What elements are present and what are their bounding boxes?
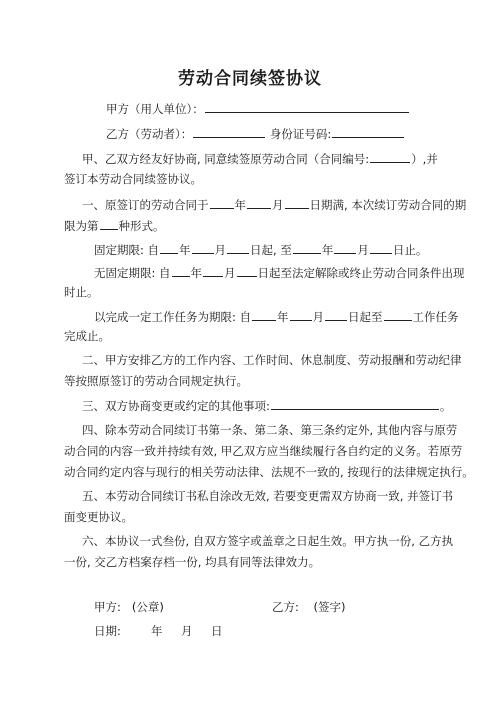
fixed-text-f: 月 (357, 243, 369, 257)
expiry-month-blank[interactable] (247, 197, 271, 209)
clause-2-line-1: 二、甲方安排乙方的工作内容、工作时间、休息制度、劳动报酬和劳动纪律 (82, 353, 462, 367)
task-term-line-1 (94, 309, 459, 324)
party-b-blank[interactable] (193, 126, 265, 138)
clause-3-line (82, 398, 451, 413)
fixed-start-year-blank[interactable] (160, 242, 178, 254)
party-a-line (106, 101, 410, 116)
intro-text-b: ）,并 (411, 152, 438, 166)
document-title: 劳动合同续签协议 (178, 69, 322, 89)
clause-4-line-3: 动合同约定内容与现行的相关劳动法律、法规不一致的, 按现行的法律规定执行。 (64, 465, 474, 479)
sign-b-value: (签字) (313, 600, 346, 614)
task-text-e: 工作任务 (412, 310, 459, 324)
fixed-end-day-blank[interactable] (370, 242, 392, 254)
task-name-blank[interactable] (384, 309, 412, 321)
fixed-start-month-blank[interactable] (192, 242, 214, 254)
open-term-line-1 (94, 265, 465, 280)
fixed-end-year-blank[interactable] (293, 242, 321, 254)
open-start-month-blank[interactable] (203, 265, 223, 277)
party-a-signature (94, 599, 164, 615)
clause-1-line-2 (64, 218, 165, 233)
open-text-d: 日起至法定解除或终止劳动合同条件出现 (257, 266, 465, 280)
date-label: 日期: (94, 624, 121, 638)
fixed-text-b: 年 (179, 243, 191, 257)
sign-a-value: (公章) (131, 600, 164, 614)
fixed-text-e: 年 (321, 243, 334, 257)
task-start-month-blank[interactable] (290, 309, 312, 321)
fixed-start-day-blank[interactable] (227, 242, 249, 254)
intro-text-a: 甲、乙双方经友好协商, 同意续签原劳动合同（合同编号: (82, 152, 370, 166)
task-text-b: 年 (277, 310, 289, 324)
party-b-line (106, 126, 405, 141)
party-b-label: 乙方（劳动者）： (106, 127, 193, 141)
clause-3-text-b: 。 (439, 399, 452, 413)
task-start-year-blank[interactable] (252, 309, 276, 321)
clause-6-line-2: 一份, 交乙方档案存档一份, 均具有同等法律效力。 (64, 555, 321, 569)
open-text-b: 年 (190, 266, 203, 280)
task-start-day-blank[interactable] (325, 309, 347, 321)
clause-4-line-1: 四、除本劳动合同续订书第一条、第二条、第三条约定外, 其他内容与原劳 (82, 423, 458, 437)
sign-a-label: 甲方: (94, 600, 121, 614)
clause-1-text-e: 限为第 (64, 219, 99, 233)
fixed-term-line (94, 242, 427, 257)
clause-2-line-2: 等按照原签订的劳动合同规定执行。 (64, 374, 248, 388)
intro-line-2: 签订本劳动合同续签协议。 (64, 172, 202, 186)
fixed-text-g: 日止。 (392, 243, 428, 257)
fixed-text-c: 月 (214, 243, 227, 257)
expiry-day-blank[interactable] (285, 197, 309, 209)
clause-1-text-f: 种形式。 (118, 219, 165, 233)
contract-number-blank[interactable] (370, 151, 410, 163)
other-matters-blank[interactable] (271, 398, 439, 410)
clause-5-line-2: 面变更协议。 (64, 510, 133, 524)
task-term-line-2: 完成止。 (64, 329, 110, 343)
fixed-end-month-blank[interactable] (334, 242, 356, 254)
clause-4-line-2: 动合同的内容一致并持续有效, 甲乙双方应当继续履行各自约定的义务。若原劳 (64, 444, 463, 458)
clause-5-line-1: 五、本劳动合同续订书私自涂改无效, 若要变更需双方协商一致, 并签订书 (82, 489, 454, 503)
expiry-year-blank[interactable] (210, 197, 234, 209)
date-year: 年 (151, 624, 163, 638)
party-a-label: 甲方（用人单位）： (106, 102, 204, 116)
open-start-day-blank[interactable] (237, 265, 257, 277)
task-text-a: 以完成一定工作任务为期限: 自 (94, 310, 252, 324)
date-day: 日 (211, 624, 223, 638)
intro-line-1 (82, 151, 438, 166)
clause-6-line-1: 六、本协议一式叁份, 自双方签字或盖章之日起生效。甲方执一份, 乙方执 (82, 534, 454, 548)
clause-1-year: 年 (234, 198, 246, 212)
open-term-line-2: 时止。 (64, 285, 99, 299)
term-type-blank[interactable] (100, 218, 118, 230)
id-number-blank[interactable] (332, 126, 404, 138)
date-month: 月 (181, 624, 193, 638)
clause-3-text-a: 三、双方协商变更或约定的其他事项: (82, 399, 270, 413)
task-text-c: 月 (312, 310, 325, 324)
clause-1-line-1 (82, 197, 466, 212)
task-text-d: 日起至 (348, 310, 383, 324)
id-label: 身份证号码: (269, 127, 332, 141)
open-start-year-blank[interactable] (172, 265, 190, 277)
clause-1-text-d: 日期满, 本次续订劳动合同的期 (309, 198, 467, 212)
sign-b-label: 乙方: (272, 600, 299, 614)
party-b-signature (272, 599, 345, 615)
party-a-blank[interactable] (205, 101, 409, 113)
clause-1-month: 月 (272, 198, 284, 212)
fixed-text-a: 固定期限: 自 (94, 243, 160, 257)
clause-1-text-a: 一、原签订的劳动合同于 (82, 198, 209, 212)
fixed-text-d: 日起, 至 (250, 243, 292, 257)
open-text-c: 月 (224, 266, 236, 280)
open-text-a: 无固定期限: 自 (94, 266, 171, 280)
